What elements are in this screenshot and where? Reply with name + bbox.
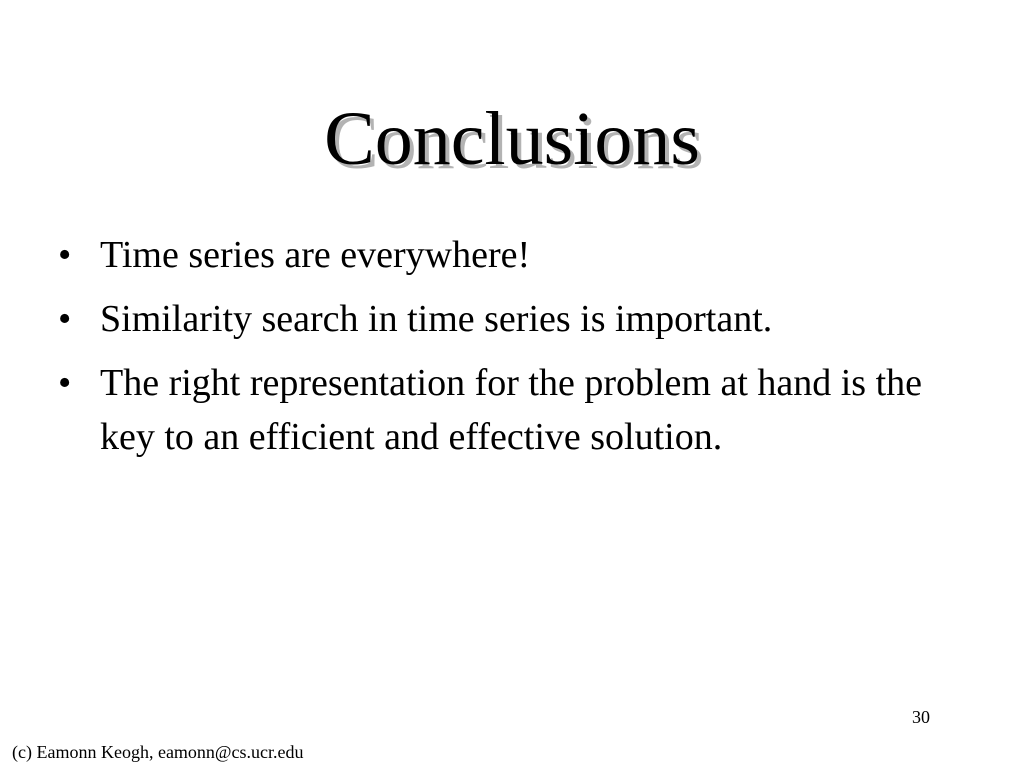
bullet-item xyxy=(58,292,938,346)
bullet-text: The right representation for the problem at hand is the key to an efficient and effective solution. xyxy=(100,362,923,458)
bullet-item xyxy=(58,228,938,282)
bullet-text: Time series are everywhere! xyxy=(100,234,531,276)
bullet-icon: • xyxy=(58,298,72,340)
bullet-item xyxy=(58,356,938,464)
bullet-icon: • xyxy=(58,362,72,404)
page-number: 30 xyxy=(912,707,930,727)
bullet-text: Similarity search in time series is important. xyxy=(100,298,773,340)
bullet-list xyxy=(58,228,938,474)
bullet-icon: • xyxy=(58,234,72,276)
slide-title: Conclusions xyxy=(324,97,700,181)
footer-credit: (c) Eamonn Keogh, eamonn@cs.ucr.edu xyxy=(12,742,304,762)
